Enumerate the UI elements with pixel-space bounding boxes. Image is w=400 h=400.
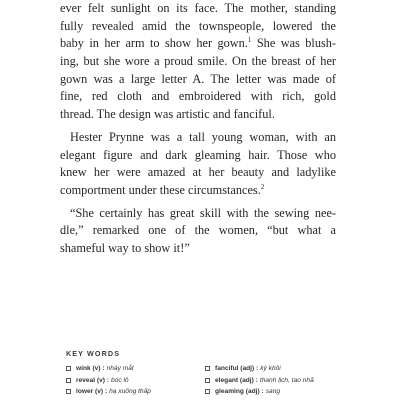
text-line (60, 182, 336, 200)
key-word-meaning: nháy mắt (106, 365, 134, 373)
line-text: elegant figure and dark gleaming hair. Those who (60, 147, 336, 162)
text-line (60, 88, 336, 106)
line-text: “She certainly has great skill with the sewing nee- (70, 205, 336, 220)
paragraph (60, 129, 336, 200)
text-line (60, 0, 336, 18)
line-text: baby in her arm to show her gown. (60, 36, 248, 51)
key-word-item (205, 375, 314, 387)
line-text: dle,” remarked one of the women, “but what a (60, 223, 336, 238)
text-line (60, 53, 336, 71)
key-word-item (205, 363, 314, 375)
key-words-left-column (66, 363, 151, 398)
key-word-item (66, 363, 151, 375)
footnote-marker[interactable]: 2 (260, 182, 265, 191)
key-word-term: gleaming (adj) : (215, 388, 264, 396)
line-text-continued: She was blush- (251, 36, 336, 51)
line-text: comportment under these circumstances. (60, 182, 261, 197)
line-text: thread. The design was artistic and fanciful. (60, 107, 275, 122)
checkbox-icon[interactable] (66, 378, 71, 383)
key-word-meaning: kỳ khôi (260, 365, 281, 373)
text-line (60, 106, 336, 124)
key-words-heading: KEY WORDS (66, 349, 121, 358)
line-text: ever felt sunlight on its face. The mother, standing (60, 1, 336, 15)
key-word-item (205, 386, 314, 398)
checkbox-icon[interactable] (205, 389, 210, 394)
line-text: fine, red cloth and embroidered with rich, gold (60, 89, 336, 104)
key-word-meaning: bóc lô (111, 376, 129, 384)
footnote-marker[interactable]: 1 (247, 36, 252, 45)
key-word-term: wink (v) : (76, 365, 105, 373)
line-text: shameful way to show it!” (60, 240, 190, 255)
key-words-right-column (205, 363, 314, 398)
checkbox-icon[interactable] (205, 366, 210, 371)
story-text (60, 0, 336, 258)
key-word-term: lower (v) : (76, 388, 108, 396)
text-line (60, 164, 336, 182)
checkbox-icon[interactable] (205, 378, 210, 383)
key-word-meaning: hạ xuống thấp (109, 388, 151, 396)
key-word-meaning: sang (265, 388, 281, 396)
key-word-term: reveal (v) : (76, 376, 109, 384)
key-word-item (66, 375, 151, 387)
line-text: Hester Prynne was a tall young woman, with an (70, 129, 336, 144)
text-line (60, 222, 336, 240)
checkbox-icon[interactable] (66, 389, 71, 394)
line-text: fully revealed amid the townspeople, lowered the (60, 18, 336, 33)
text-line (60, 205, 336, 223)
line-text: knew her were amazed at her beauty and ladylike (60, 165, 336, 180)
key-word-meaning: thanh lịch, tao nhã (259, 376, 314, 384)
text-line (60, 71, 336, 89)
text-line (60, 18, 336, 36)
line-text: gown was a large letter A. The letter was made of (60, 71, 336, 86)
text-line (60, 240, 336, 258)
key-word-term: elegant (adj) : (215, 376, 258, 384)
text-line (60, 129, 336, 147)
paragraph (60, 205, 336, 258)
text-line (60, 35, 336, 53)
key-word-item (66, 386, 151, 398)
line-text: ing, but she wore a proud smile. On the breast of her (60, 54, 336, 69)
key-word-term: fanciful (adj) : (215, 365, 259, 373)
checkbox-icon[interactable] (66, 366, 71, 371)
paragraph (60, 0, 336, 124)
text-line (60, 147, 336, 165)
